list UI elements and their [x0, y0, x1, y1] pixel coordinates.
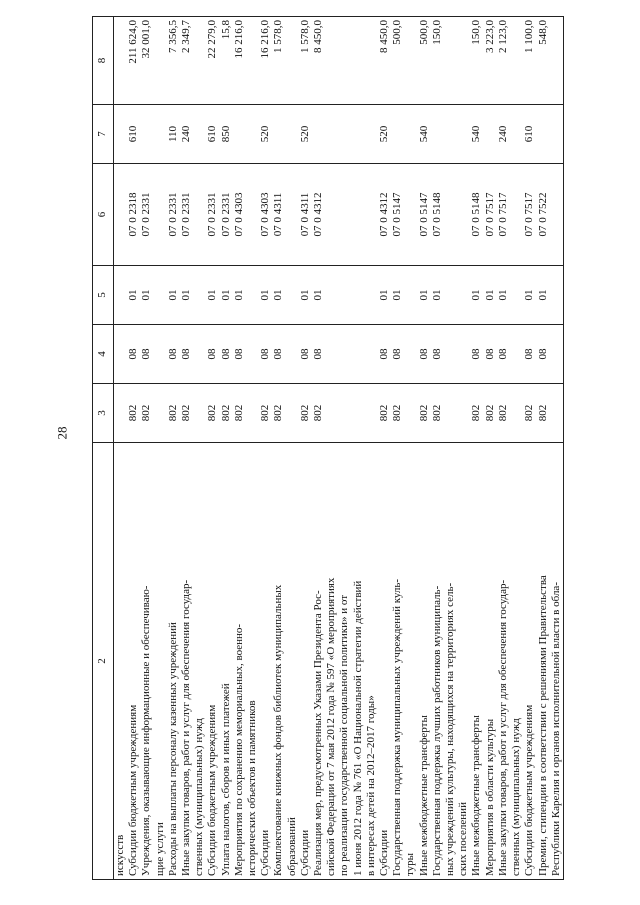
row-code-type: 240: [497, 105, 510, 164]
row-code-section: 08: [470, 325, 483, 384]
row-code-ministry: 802: [206, 384, 219, 443]
row-code-type: 240: [180, 105, 193, 164]
row-code-article: [352, 164, 365, 266]
row-name: Республики Карелия и органов исполнительной власти в обла-: [550, 443, 564, 880]
row-amount: [457, 17, 470, 105]
row-amount: 211 624,0: [127, 17, 140, 105]
row-name: Государственная поддержка лучших работников муниципаль-: [431, 443, 444, 880]
row-code-section: 08: [220, 325, 233, 384]
row-name: туры: [404, 443, 417, 880]
row-code-article: 07 0 2318: [127, 164, 140, 266]
row-code-article: [550, 164, 564, 266]
row-amount: 3 223,0: [484, 17, 497, 105]
row-name: Иные закупки товаров, работ и услуг для обеспечения государ-: [180, 443, 193, 880]
row-code-article: 07 0 7522: [537, 164, 550, 266]
row-amount: [404, 17, 417, 105]
row-name: Субсидии: [378, 443, 391, 880]
row-code-type: [272, 105, 285, 164]
row-code-article: [286, 164, 299, 266]
row-amount: [246, 17, 259, 105]
row-code-subsection: [325, 266, 338, 325]
table-row: [404, 17, 417, 880]
row-name: Субсидии: [299, 443, 312, 880]
row-code-ministry: 802: [312, 384, 325, 443]
row-code-type: [233, 105, 246, 164]
table-row: [299, 17, 312, 880]
row-code-type: [365, 105, 378, 164]
row-code-section: 08: [299, 325, 312, 384]
row-code-article: 07 0 7517: [497, 164, 510, 266]
table-row: [193, 17, 206, 880]
row-code-type: [484, 105, 497, 164]
row-name: щие услуги: [154, 443, 167, 880]
row-code-type: 520: [299, 105, 312, 164]
row-name: Государственная поддержка муниципальных учреждений куль-: [391, 443, 404, 880]
row-code-subsection: 01: [167, 266, 180, 325]
row-amount: [510, 17, 523, 105]
row-code-ministry: [444, 384, 457, 443]
row-code-section: 08: [140, 325, 153, 384]
table-row: [378, 17, 391, 880]
row-amount: 150,0: [431, 17, 444, 105]
row-code-subsection: 01: [312, 266, 325, 325]
row-code-section: [286, 325, 299, 384]
row-code-article: 07 0 2331: [167, 164, 180, 266]
row-code-subsection: [550, 266, 564, 325]
row-name: Иные закупки товаров, работ и услуг для обеспечения государ-: [497, 443, 510, 880]
row-code-section: [365, 325, 378, 384]
row-code-section: [325, 325, 338, 384]
row-code-article: 07 0 2331: [220, 164, 233, 266]
table-row: [167, 17, 180, 880]
row-code-type: 520: [259, 105, 272, 164]
row-code-type: 610: [206, 105, 219, 164]
row-code-subsection: 01: [418, 266, 431, 325]
row-code-subsection: [246, 266, 259, 325]
row-code-section: [338, 325, 351, 384]
row-code-article: [404, 164, 417, 266]
row-code-ministry: 802: [378, 384, 391, 443]
row-code-section: 08: [272, 325, 285, 384]
row-name: Комплектование книжных фондов библиотек муниципальных: [272, 443, 285, 880]
table-row: [418, 17, 431, 880]
row-code-type: [391, 105, 404, 164]
row-code-subsection: 01: [220, 266, 233, 325]
row-code-ministry: 802: [272, 384, 285, 443]
row-code-article: 07 0 4311: [272, 164, 285, 266]
row-code-ministry: [404, 384, 417, 443]
row-name: Расходы на выплаты персоналу казенных учреждений: [167, 443, 180, 880]
row-code-subsection: 01: [206, 266, 219, 325]
row-code-subsection: 01: [484, 266, 497, 325]
row-name: Реализация мер, предусмотренных Указами Президента Рос-: [312, 443, 325, 880]
row-code-section: [550, 325, 564, 384]
row-name: ственных (муниципальных) нужд: [193, 443, 206, 880]
row-code-section: 08: [233, 325, 246, 384]
row-amount: 150,0: [470, 17, 483, 105]
row-code-article: 07 0 2331: [206, 164, 219, 266]
row-code-ministry: [352, 384, 365, 443]
row-code-ministry: 802: [180, 384, 193, 443]
row-code-section: 08: [391, 325, 404, 384]
row-code-subsection: [154, 266, 167, 325]
row-code-ministry: 802: [484, 384, 497, 443]
table-row: [510, 17, 523, 880]
row-code-section: [193, 325, 206, 384]
row-code-type: [325, 105, 338, 164]
row-code-ministry: 802: [140, 384, 153, 443]
row-code-type: [352, 105, 365, 164]
row-amount: 1 578,0: [272, 17, 285, 105]
col-num-2: 2: [93, 443, 114, 880]
row-name: ных учреждений культуры, находящихся на территориях сель-: [444, 443, 457, 880]
row-code-subsection: [510, 266, 523, 325]
row-code-subsection: [404, 266, 417, 325]
row-code-subsection: 01: [497, 266, 510, 325]
row-code-subsection: 01: [233, 266, 246, 325]
row-code-ministry: 802: [523, 384, 536, 443]
col-num-4: 4: [93, 325, 114, 384]
table-row: [180, 17, 193, 880]
row-name: Мероприятия в области культуры: [484, 443, 497, 880]
row-code-article: [510, 164, 523, 266]
row-amount: 500,0: [418, 17, 431, 105]
row-code-subsection: 01: [378, 266, 391, 325]
table-row: [206, 17, 219, 880]
row-code-subsection: 01: [431, 266, 444, 325]
row-code-type: [154, 105, 167, 164]
row-name: по реализации государственной социальной политики» и от: [338, 443, 351, 880]
row-name: сийской Федерации от 7 мая 2012 года № 597 «О мероприятиях: [325, 443, 338, 880]
table-row: [246, 17, 259, 880]
row-code-ministry: 802: [259, 384, 272, 443]
row-code-article: [444, 164, 457, 266]
row-code-type: 610: [127, 105, 140, 164]
row-code-article: [246, 164, 259, 266]
row-amount: 548,0: [537, 17, 550, 105]
row-code-section: 08: [523, 325, 536, 384]
row-code-ministry: 802: [431, 384, 444, 443]
table-row: [127, 17, 140, 880]
row-amount: [550, 17, 564, 105]
row-amount: 1 100,0: [523, 17, 536, 105]
table-row: [312, 17, 325, 880]
row-code-subsection: [338, 266, 351, 325]
row-amount: [286, 17, 299, 105]
row-code-article: 07 0 4312: [312, 164, 325, 266]
row-name: Иные межбюджетные трансферты: [418, 443, 431, 880]
row-code-ministry: 802: [167, 384, 180, 443]
row-code-ministry: [365, 384, 378, 443]
row-amount: 8 450,0: [378, 17, 391, 105]
row-code-ministry: [325, 384, 338, 443]
row-code-subsection: 01: [523, 266, 536, 325]
row-code-type: [431, 105, 444, 164]
row-name: Мероприятия по сохранению мемориальных, военно-: [233, 443, 246, 880]
row-code-type: 540: [470, 105, 483, 164]
row-name: ственных (муниципальных) нужд: [510, 443, 523, 880]
row-name: Субсидии бюджетным учреждениям: [206, 443, 219, 880]
row-code-section: 08: [537, 325, 550, 384]
row-code-article: 07 0 5148: [431, 164, 444, 266]
row-code-subsection: 01: [537, 266, 550, 325]
row-code-type: [404, 105, 417, 164]
row-code-type: [550, 105, 564, 164]
row-code-article: [154, 164, 167, 266]
row-code-section: 08: [259, 325, 272, 384]
row-code-section: 08: [180, 325, 193, 384]
row-code-subsection: 01: [391, 266, 404, 325]
page-number: [52, 425, 72, 441]
row-code-article: [193, 164, 206, 266]
row-name: Иные межбюджетные трансферты: [470, 443, 483, 880]
column-number-row: [93, 17, 114, 880]
row-code-section: 08: [206, 325, 219, 384]
row-amount: [444, 17, 457, 105]
row-code-type: [444, 105, 457, 164]
row-code-subsection: 01: [259, 266, 272, 325]
row-amount: [193, 17, 206, 105]
row-code-subsection: [457, 266, 470, 325]
table-row: [431, 17, 444, 880]
row-code-subsection: [352, 266, 365, 325]
table-row: [457, 17, 470, 880]
row-code-article: 07 0 2331: [140, 164, 153, 266]
page-number-text: 28: [54, 426, 69, 440]
row-code-section: 08: [484, 325, 497, 384]
row-amount: 16 216,0: [259, 17, 272, 105]
col-num-6: 6: [93, 164, 114, 266]
row-code-type: [140, 105, 153, 164]
row-code-section: 08: [431, 325, 444, 384]
row-name: Премии, стипендии в соответствии с решениями Правительства: [537, 443, 550, 880]
row-code-ministry: [286, 384, 299, 443]
row-code-section: [510, 325, 523, 384]
row-code-subsection: [193, 266, 206, 325]
row-code-subsection: 01: [470, 266, 483, 325]
table-row: [523, 17, 536, 880]
row-code-ministry: 802: [470, 384, 483, 443]
row-code-type: [193, 105, 206, 164]
row-name: Субсидии бюджетным учреждениям: [523, 443, 536, 880]
col-num-5: 5: [93, 266, 114, 325]
table-row: [352, 17, 365, 880]
table-row: [220, 17, 233, 880]
row-amount: 2 349,7: [180, 17, 193, 105]
row-code-ministry: [510, 384, 523, 443]
row-code-type: [457, 105, 470, 164]
row-code-type: 110: [167, 105, 180, 164]
row-code-article: [338, 164, 351, 266]
row-code-ministry: 802: [127, 384, 140, 443]
table-row: [550, 17, 564, 880]
row-code-article: 07 0 5147: [418, 164, 431, 266]
col-num-3: 3: [93, 384, 114, 443]
row-code-subsection: [444, 266, 457, 325]
row-name: исторических объектов и памятников: [246, 443, 259, 880]
table-row: [140, 17, 153, 880]
row-code-article: [114, 164, 128, 266]
row-amount: 16 216,0: [233, 17, 246, 105]
table-row: [325, 17, 338, 880]
row-code-section: [246, 325, 259, 384]
row-code-subsection: 01: [127, 266, 140, 325]
row-amount: [325, 17, 338, 105]
table-row: [497, 17, 510, 880]
row-code-type: 540: [418, 105, 431, 164]
row-code-ministry: [550, 384, 564, 443]
row-code-type: 610: [523, 105, 536, 164]
table-row: [259, 17, 272, 880]
budget-table-rotated: [92, 17, 605, 880]
row-code-ministry: 802: [220, 384, 233, 443]
col-num-8: 8: [93, 17, 114, 105]
row-code-section: 08: [497, 325, 510, 384]
row-amount: [154, 17, 167, 105]
row-code-section: [444, 325, 457, 384]
row-code-section: [404, 325, 417, 384]
row-amount: 7 356,5: [167, 17, 180, 105]
table-row: [537, 17, 550, 880]
row-name: в интересах детей на 2012–2017 годы»: [365, 443, 378, 880]
row-code-section: 08: [418, 325, 431, 384]
table-row: [470, 17, 483, 880]
table-row: [114, 17, 128, 880]
row-code-type: 850: [220, 105, 233, 164]
col-num-7: 7: [93, 105, 114, 164]
row-amount: [338, 17, 351, 105]
table-row: [272, 17, 285, 880]
row-name: 1 июня 2012 года № 761 «О Национальной стратегии действий: [352, 443, 365, 880]
table-row: [286, 17, 299, 880]
table-row: [391, 17, 404, 880]
row-amount: 2 123,0: [497, 17, 510, 105]
row-code-ministry: [193, 384, 206, 443]
row-code-type: [246, 105, 259, 164]
row-code-ministry: [338, 384, 351, 443]
row-code-section: [154, 325, 167, 384]
row-code-section: 08: [127, 325, 140, 384]
row-code-section: 08: [167, 325, 180, 384]
row-code-ministry: 802: [418, 384, 431, 443]
row-amount: 8 450,0: [312, 17, 325, 105]
row-amount: [114, 17, 128, 105]
row-amount: [365, 17, 378, 105]
row-code-subsection: [114, 266, 128, 325]
row-amount: 32 001,0: [140, 17, 153, 105]
row-code-article: [325, 164, 338, 266]
row-name: Субсидии бюджетным учреждениям: [127, 443, 140, 880]
table-row: [338, 17, 351, 880]
row-code-subsection: 01: [180, 266, 193, 325]
row-code-section: 08: [378, 325, 391, 384]
row-code-section: [457, 325, 470, 384]
row-code-subsection: 01: [140, 266, 153, 325]
row-code-ministry: 802: [233, 384, 246, 443]
row-code-type: [338, 105, 351, 164]
row-name: искусств: [114, 443, 128, 880]
table-row: [154, 17, 167, 880]
row-amount: [352, 17, 365, 105]
row-code-article: 07 0 7517: [523, 164, 536, 266]
row-code-type: [537, 105, 550, 164]
row-code-ministry: 802: [537, 384, 550, 443]
table-row: [233, 17, 246, 880]
row-name: Уплата налогов, сборов и иных платежей: [220, 443, 233, 880]
row-name: Учреждения, оказывающие информационные и обеспечиваю-: [140, 443, 153, 880]
row-amount: 1 578,0: [299, 17, 312, 105]
table-row: [365, 17, 378, 880]
row-code-article: [365, 164, 378, 266]
row-code-article: 07 0 4303: [233, 164, 246, 266]
row-code-ministry: [246, 384, 259, 443]
row-code-type: 520: [378, 105, 391, 164]
row-code-section: [352, 325, 365, 384]
row-code-subsection: 01: [272, 266, 285, 325]
row-code-ministry: [114, 384, 128, 443]
row-code-article: 07 0 4311: [299, 164, 312, 266]
row-code-subsection: [286, 266, 299, 325]
row-code-ministry: [154, 384, 167, 443]
row-code-type: [510, 105, 523, 164]
row-amount: 22 279,0: [206, 17, 219, 105]
row-code-article: 07 0 7517: [484, 164, 497, 266]
row-code-subsection: [365, 266, 378, 325]
row-code-type: [286, 105, 299, 164]
table-row: [484, 17, 497, 880]
row-amount: 500,0: [391, 17, 404, 105]
row-code-ministry: 802: [497, 384, 510, 443]
budget-table-body: [93, 17, 564, 880]
row-code-ministry: [457, 384, 470, 443]
table-row: [444, 17, 457, 880]
row-code-article: 07 0 5147: [391, 164, 404, 266]
row-code-ministry: 802: [299, 384, 312, 443]
row-code-section: 08: [312, 325, 325, 384]
row-code-subsection: 01: [299, 266, 312, 325]
row-code-article: 07 0 2331: [180, 164, 193, 266]
row-code-article: 07 0 4303: [259, 164, 272, 266]
row-name: образований: [286, 443, 299, 880]
row-code-type: [114, 105, 128, 164]
row-code-article: 07 0 4312: [378, 164, 391, 266]
row-code-section: [114, 325, 128, 384]
budget-table: [92, 16, 564, 880]
row-amount: 15,8: [220, 17, 233, 105]
row-code-article: [457, 164, 470, 266]
row-name: Субсидии: [259, 443, 272, 880]
row-name: ских поселений: [457, 443, 470, 880]
row-code-article: 07 0 5148: [470, 164, 483, 266]
row-code-type: [312, 105, 325, 164]
row-code-ministry: 802: [391, 384, 404, 443]
